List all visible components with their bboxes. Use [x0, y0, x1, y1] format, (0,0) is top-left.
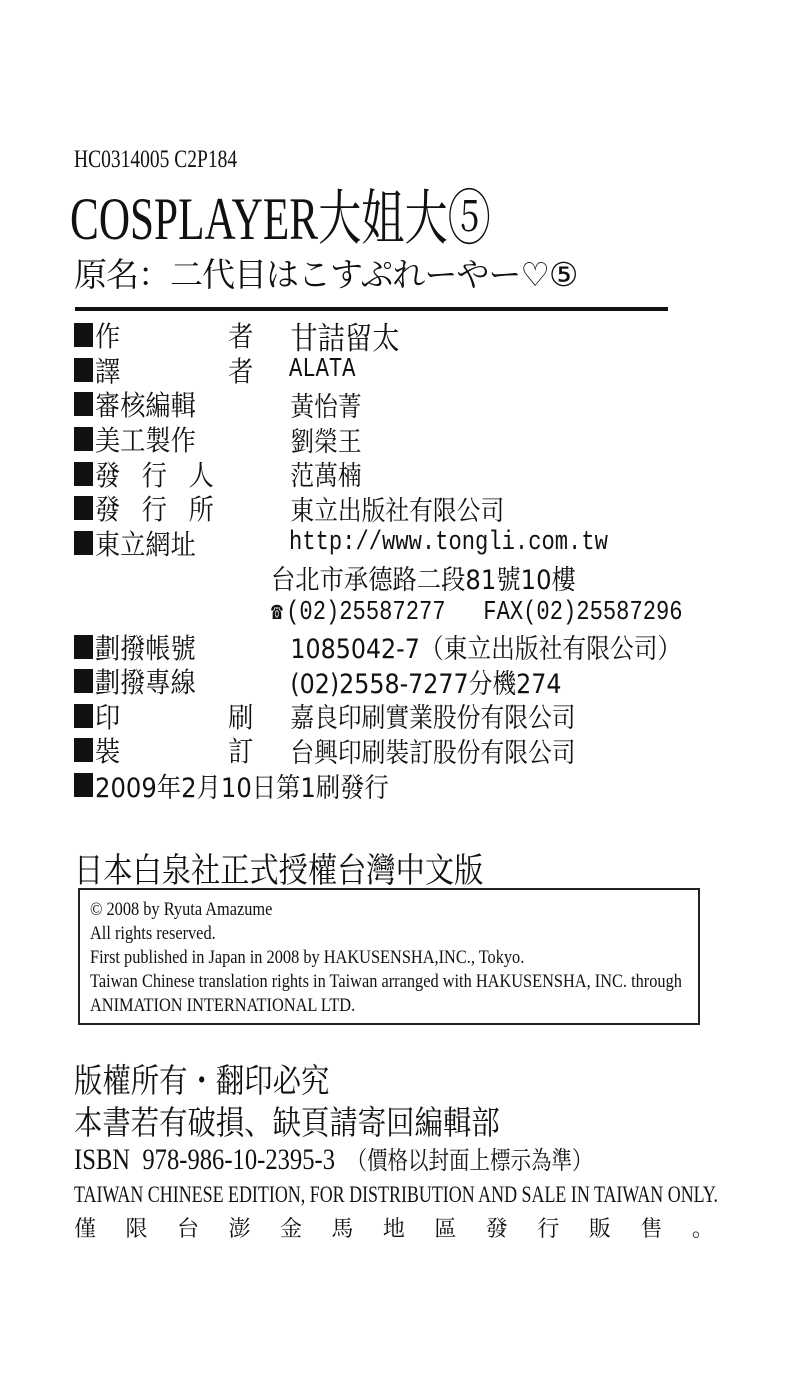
- copyright-box: [78, 888, 700, 1025]
- divider-rule: [75, 307, 668, 311]
- credit-value: 東立出版社有限公司: [290, 495, 505, 527]
- bullet-square-icon: [74, 358, 93, 382]
- fax-number: FAX(02)25587296: [483, 597, 683, 628]
- product-code: HC0314005 C2P184: [74, 146, 238, 173]
- credit-row-editor: [74, 387, 774, 422]
- credit-label: 劃撥專線: [95, 666, 196, 700]
- bullet-square-icon: [74, 531, 93, 555]
- credit-row-author: [74, 318, 774, 357]
- bullet-square-icon: [74, 669, 93, 693]
- credit-value: 甘詰留太: [290, 320, 400, 357]
- credit-row-art: [74, 422, 774, 457]
- price-note: （價格以封面上標示為準）: [346, 1146, 593, 1175]
- credit-value: 劉榮王: [290, 426, 362, 458]
- credit-value: ALATA: [289, 354, 356, 385]
- credit-label: 東立網址: [95, 527, 196, 561]
- publish-date: 2009年2月10日第1刷發行: [95, 772, 389, 804]
- original-title: 原名：二代目はこすぷれーやー♡⑤: [74, 255, 578, 294]
- credit-row-hotline: [74, 664, 774, 699]
- bullet-square-icon: [74, 323, 93, 347]
- credit-label: 譯 者: [95, 354, 254, 388]
- bullet-square-icon: [74, 462, 93, 486]
- book-title: COSPLAYER大姐大⑤: [70, 186, 491, 252]
- credit-value: 黃怡菁: [290, 391, 362, 423]
- isbn: ISBN 978-986-10-2395-3: [74, 1143, 336, 1176]
- first-published: First published in Japan in 2008 by HAKUSENSHA,INC., Tokyo.: [90, 947, 525, 968]
- authorization-statement: 日本白泉社正式授權台灣中文版: [74, 851, 484, 891]
- credit-row-translator: [74, 353, 774, 388]
- credit-row-publisher-person: [74, 456, 774, 491]
- credit-row-publisher: [74, 491, 774, 526]
- credit-label: 劃撥帳號: [95, 631, 196, 665]
- translation-rights: Taiwan Chinese translation rights in Taiwan arranged with HAKUSENSHA, INC. through: [90, 971, 682, 992]
- credit-label: 發 行 所: [95, 493, 214, 527]
- telephone-icon: ☎: [271, 599, 283, 627]
- bullet-square-icon: [74, 738, 93, 762]
- region-notice: 僅 限 台 澎 金 馬 地 區 發 行 販 售 。: [74, 1217, 714, 1242]
- credit-value: 嘉良印刷實業股份有限公司: [290, 703, 576, 735]
- isbn-line: [74, 1141, 593, 1177]
- credit-label: 裝 訂: [95, 735, 254, 769]
- publish-date-row: [74, 768, 774, 803]
- credit-row-binding: [74, 733, 774, 768]
- bullet-square-icon: [74, 392, 93, 416]
- credit-label: 發 行 人: [95, 458, 214, 492]
- damage-notice: 本書若有破損、缺頁請寄回編輯部: [74, 1103, 500, 1142]
- credit-value: 范萬楠: [290, 461, 362, 493]
- credit-value: (02)2558-7277分機274: [290, 668, 562, 700]
- credit-row-phone: [74, 595, 774, 630]
- bullet-square-icon: [74, 773, 93, 797]
- credit-label: 印 刷: [95, 700, 254, 734]
- credits-list: [74, 318, 774, 802]
- rights-reserved: All rights reserved.: [90, 923, 216, 944]
- address: 台北市承德路二段81號10樓: [271, 564, 576, 596]
- credit-value: 1085042-7（東立出版社有限公司）: [290, 634, 682, 666]
- rights-notice: 版權所有・翻印必究: [74, 1061, 330, 1100]
- bullet-square-icon: [74, 427, 93, 451]
- credit-value: 台興印刷裝訂股份有限公司: [290, 737, 576, 769]
- bullet-square-icon: [74, 704, 93, 728]
- phone-number: (02)25587277: [286, 597, 446, 628]
- credit-label: 美工製作: [95, 424, 196, 458]
- edition-notice: TAIWAN CHINESE EDITION, FOR DISTRIBUTION AND SALE IN TAIWAN ONLY.: [74, 1182, 718, 1207]
- credit-row-address: [74, 560, 774, 595]
- credit-row-account: [74, 629, 774, 664]
- bullet-square-icon: [74, 496, 93, 520]
- copyright-line: © 2008 by Ryuta Amazume: [90, 899, 273, 920]
- website-link[interactable]: http://www.tongli.com.tw: [289, 527, 608, 558]
- credit-label: 審核編輯: [95, 389, 196, 423]
- credit-row-website: [74, 526, 774, 561]
- credit-row-printing: [74, 699, 774, 734]
- bullet-square-icon: [74, 635, 93, 659]
- agency: ANIMATION INTERNATIONAL LTD.: [90, 995, 356, 1016]
- credit-label: 作 者: [95, 320, 254, 354]
